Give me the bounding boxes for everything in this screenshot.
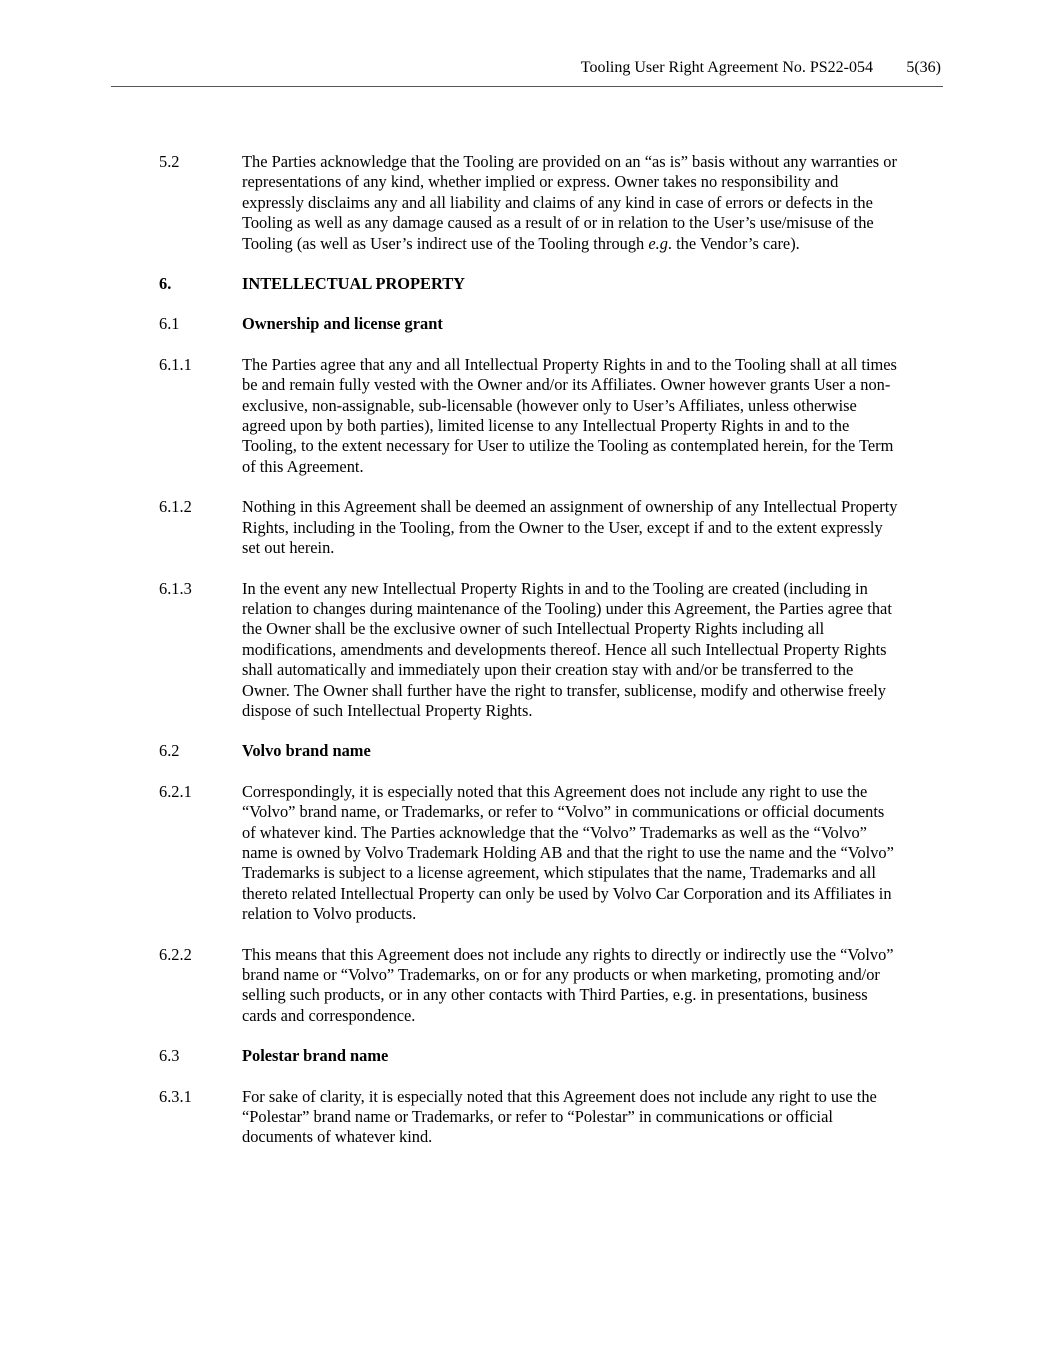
section-title: INTELLECTUAL PROPERTY xyxy=(242,274,466,294)
clause-number: 5.2 xyxy=(159,152,180,171)
clause-text-part: . the Vendor’s care). xyxy=(667,233,800,253)
clause-text: Nothing in this Agreement shall be deemed an assignment of ownership of any Intellectual Property Rights, including in the Tooling, from the Owner to the User, except if and to the extent expressly set out herein. xyxy=(242,497,898,558)
section-title: Volvo brand name xyxy=(242,741,371,761)
section-title: Ownership and license grant xyxy=(242,314,443,334)
clause-6-2-2 xyxy=(159,945,899,1027)
section-6-3-heading xyxy=(159,1046,899,1066)
page-number: 5(36) xyxy=(906,59,941,76)
clause-number: 6.1.3 xyxy=(159,578,192,598)
section-number: 6. xyxy=(159,274,172,294)
clause-6-3-1 xyxy=(159,1087,899,1148)
clause-text-part: The Parties acknowledge that the Tooling are provided on an “as is” basis without any warranties or representations of any kind, whether implied or express. Owner takes no responsibility and expressly disclaims any and all liability and claims of any kind in case of errors or defects in the Tooling as well as any damage caused as a result of or in relation to the User’s use/misuse of the Tooling (as well as User’s indirect use of the Tooling through xyxy=(242,152,897,253)
clause-number: 6.2.1 xyxy=(159,781,192,801)
section-6-heading xyxy=(159,274,899,294)
clause-text: This means that this Agreement does not include any rights to directly or indirectly use the “Volvo” brand name or “Volvo” Trademarks, on or for any products or when marketing, promoting and/or selling such products, or in any other contacts with Third Parties, e.g. in presentations, business cards and correspondence. xyxy=(242,944,894,1025)
clause-text xyxy=(242,152,899,254)
clause-text: Correspondingly, it is especially noted that this Agreement does not include any right to use the “Volvo” brand name, or Trademarks, or refer to “Volvo” in communications or official documents of whatever kind. The Parties acknowledge that the “Volvo” Trademarks as well as the “Volvo” name is owned by Volvo Trademark Holding AB and that the right to use the name and the “Volvo” Trademarks is subject to a license agreement, which stipulates that the name, Trademarks and all thereto related Intellectual Property can only be used by Volvo Car Corporation and its Affiliates in relation to Volvo products. xyxy=(242,781,894,924)
section-6-2-heading xyxy=(159,741,899,761)
clause-number: 6.3.1 xyxy=(159,1086,192,1106)
clause-6-1-2 xyxy=(159,497,899,558)
section-6-1-heading xyxy=(159,314,899,334)
document-body xyxy=(159,152,899,1168)
clause-6-2-1 xyxy=(159,782,899,925)
section-number: 6.1 xyxy=(159,314,180,334)
clause-text: In the event any new Intellectual Property Rights in and to the Tooling are created (including in relation to changes during maintenance of the Tooling) under this Agreement, the Parties agree that the Owner shall be the exclusive owner of such Intellectual Property Rights including all modifications, amendments and developments thereof. Hence all such Intellectual Property Rights shall automatically and immediately upon their creation stay with and/or be transferred to the Owner. The Owner shall further have the right to transfer, sublicense, modify and otherwise freely dispose of such Intellectual Property Rights. xyxy=(242,578,892,720)
section-title: Polestar brand name xyxy=(242,1046,389,1066)
clause-number: 6.2.2 xyxy=(159,944,192,964)
document-title: Tooling User Right Agreement No. PS22-054 xyxy=(580,59,873,76)
page-header xyxy=(111,58,943,87)
clause-text: The Parties agree that any and all Intellectual Property Rights in and to the Tooling shall at all times be and remain fully vested with the Owner and/or its Affiliates. Owner however grants User a non-exclusive, non-assignable, sub-licensable (however only to User’s Affiliates, unless otherwise agreed upon by both parties), limited license to any Intellectual Property Rights in and to the Tooling, to the extent necessary for User to utilize the Tooling as contemplated herein, for the Term of this Agreement. xyxy=(242,354,897,476)
clause-number: 6.1.2 xyxy=(159,497,192,517)
section-number: 6.3 xyxy=(159,1046,180,1066)
clause-6-1-1 xyxy=(159,355,899,477)
clause-text-italic: e.g xyxy=(648,233,668,253)
clause-number: 6.1.1 xyxy=(159,354,192,374)
clause-5-2 xyxy=(159,152,899,254)
clause-text: For sake of clarity, it is especially noted that this Agreement does not include any right to use the “Polestar” brand name or Trademarks, or refer to “Polestar” in communications or official documents of whatever kind. xyxy=(242,1086,877,1147)
section-number: 6.2 xyxy=(159,741,180,761)
clause-6-1-3 xyxy=(159,579,899,722)
